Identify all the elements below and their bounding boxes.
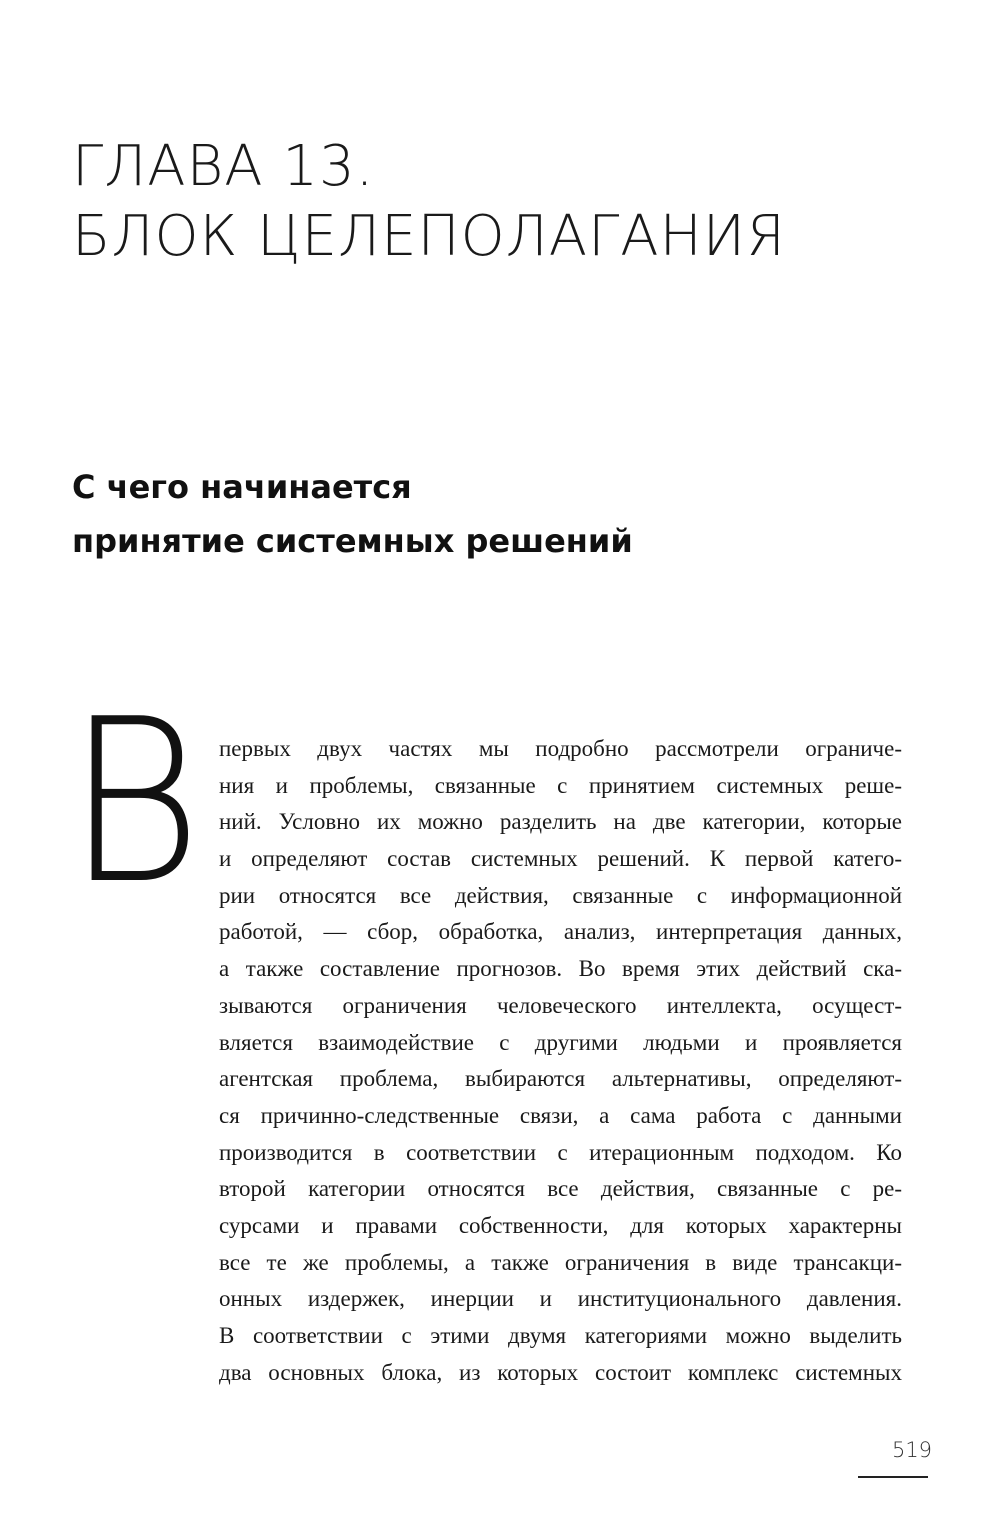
paragraph-line: ся причинно-следственные связи, а сама работа с данными <box>219 1102 902 1128</box>
section-title <box>72 460 633 568</box>
paragraph-line: все те же проблемы, а также ограничения в виде трансакци- <box>219 1249 902 1275</box>
body-paragraph <box>219 731 902 1391</box>
section-title-line: С чего начинается <box>72 468 412 506</box>
paragraph-line: В соответствии с этими двумя категориями можно выделить <box>219 1323 902 1348</box>
chapter-label: ГЛАВА 13. <box>72 134 375 199</box>
paragraph-line: ний. Условно их можно разделить на две категории, которые <box>219 809 902 835</box>
paragraph-line: и определяют состав системных решений. К первой катего- <box>219 846 902 872</box>
dropcap-letter: В <box>66 671 203 934</box>
paragraph-line: агентская проблема, выбираются альтернативы, определяют- <box>219 1066 902 1092</box>
paragraph-line: производится в соответствии с итерационным подходом. Ко <box>219 1139 902 1165</box>
chapter-title <box>72 132 786 272</box>
section-title-line: принятие системных решений <box>72 522 633 560</box>
page-number: 519 <box>891 1438 933 1462</box>
paragraph-line: зываются ограничения человеческого интеллекта, осущест- <box>219 992 902 1018</box>
chapter-name: БЛОК ЦЕЛЕПОЛАГАНИЯ <box>72 204 786 269</box>
paragraph-line: два основных блока, из которых состоит комплекс системных <box>219 1359 902 1385</box>
paragraph-line: рии относятся все действия, связанные с информационной <box>219 882 902 908</box>
paragraph-line: работой, — сбор, обработка, анализ, интерпретация данных, <box>219 919 902 945</box>
paragraph-line: второй категории относятся все действия, связанные с ре- <box>219 1176 902 1202</box>
paragraph-line: ния и проблемы, связанные с принятием системных реше- <box>219 772 902 798</box>
paragraph-line: первых двух частях мы подробно рассмотрели ограниче- <box>219 736 902 761</box>
paragraph-line: онных издержек, инерции и институционального давления. <box>219 1286 902 1312</box>
paragraph-line: а также составление прогнозов. Во время этих действий ска- <box>219 956 902 982</box>
paragraph-line: сурсами и правами собственности, для которых характерны <box>219 1212 902 1238</box>
paragraph-line: вляется взаимодействие с другими людьми и проявляется <box>219 1029 902 1055</box>
page-number-rule <box>858 1476 928 1478</box>
